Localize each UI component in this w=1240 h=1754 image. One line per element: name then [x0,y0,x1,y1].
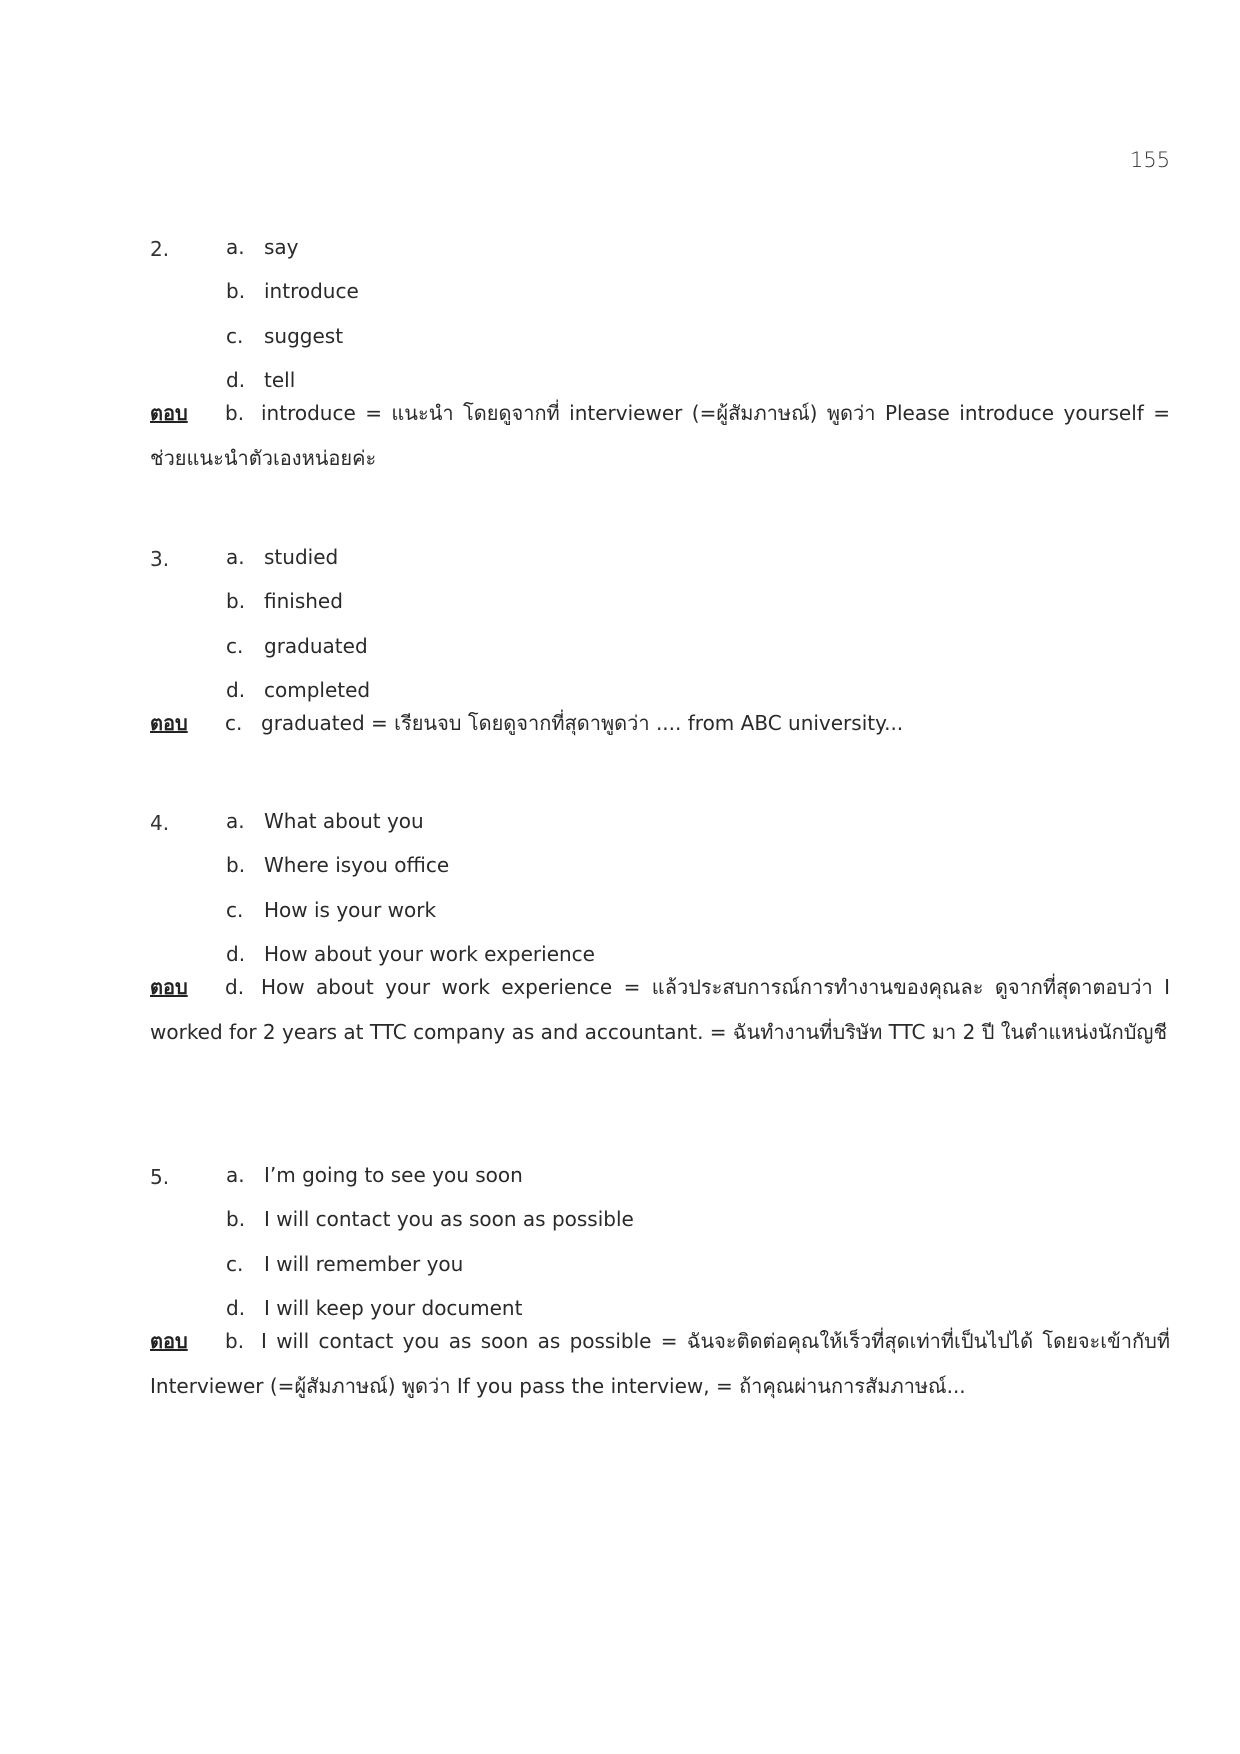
option-b [226,586,343,616]
option-text: say [264,235,299,259]
option-letter: d. [226,1296,246,1320]
option-a [226,542,338,572]
option-c [226,321,343,351]
answer [150,965,1170,1054]
option-letter: d. [226,942,246,966]
answer [150,391,1170,480]
option-text: I will remember you [264,1252,464,1276]
answer-letter: c. [225,711,243,735]
option-letter: d. [226,368,246,392]
option-text: I will keep your document [264,1296,523,1320]
option-c [226,1249,463,1279]
option-text: What about you [264,809,424,833]
option-text: finished [264,589,343,613]
question-number: 3. [150,547,170,571]
option-b [226,276,359,306]
option-text: I will contact you as soon as possible [264,1207,634,1231]
option-letter: c. [226,634,244,658]
option-text: I’m going to see you soon [264,1163,523,1187]
question-number: 5. [150,1165,170,1189]
answer-text: introduce = แนะนำ โดยดูจากที่ interviewer (=ผู้สัมภาษณ์) พูดว่า Please introduce yourself = ช่วยแนะนำตัวเองหน่อยค่ะ [150,401,1170,470]
option-a [226,806,424,836]
option-b [226,1204,634,1234]
answer-letter: d. [225,975,245,999]
answer-text: graduated = เรียนจบ โดยดูจากที่สุดาพูดว่า .... from ABC university... [261,711,904,735]
option-text: graduated [264,634,368,658]
option-letter: a. [226,235,245,259]
option-letter: c. [226,898,244,922]
option-c [226,895,436,925]
option-letter: c. [226,324,244,348]
option-text: tell [264,368,296,392]
option-letter: a. [226,545,245,569]
answer-label: ตอบ [150,975,188,999]
question-number: 4. [150,811,170,835]
option-a [226,1160,523,1190]
option-text: How is your work [264,898,437,922]
option-a [226,232,299,262]
answer-text: I will contact you as soon as possible = ฉันจะติดต่อคุณให้เร็วที่สุดเท่าที่เป็นไปได้ โดยจะเข้ากับที่ Interviewer (=ผู้สัมภาษณ์) พูดว่า If you pass the interview, = ถ้าคุณผ่านการสัมภาษณ์... [150,1329,1170,1398]
answer-text: How about your work experience = แล้วประสบการณ์การทำงานของคุณละ ดูจากที่สุดาตอบว่า I worked for 2 years at TTC company as and accountant. = ฉันทำงานที่บริษัท TTC มา 2 ปี ในตำแหน่งนักบัญชี [150,975,1170,1044]
answer [150,1319,1170,1408]
option-letter: c. [226,1252,244,1276]
option-letter: d. [226,678,246,702]
question-number: 2. [150,237,170,261]
option-text: introduce [264,279,359,303]
answer-label: ตอบ [150,711,188,735]
option-letter: a. [226,809,245,833]
option-letter: a. [226,1163,245,1187]
page-number: 155 [1130,148,1171,172]
option-text: Where isyou office [264,853,450,877]
option-text: suggest [264,324,344,348]
answer [150,701,1170,746]
option-b [226,850,449,880]
option-letter: b. [226,589,246,613]
option-letter: b. [226,279,246,303]
answer-label: ตอบ [150,1329,188,1353]
option-c [226,631,368,661]
option-text: studied [264,545,339,569]
answer-label: ตอบ [150,401,188,425]
option-letter: b. [226,853,246,877]
option-letter: b. [226,1207,246,1231]
option-text: completed [264,678,371,702]
answer-letter: b. [225,1329,245,1353]
answer-letter: b. [225,401,245,425]
option-text: How about your work experience [264,942,595,966]
